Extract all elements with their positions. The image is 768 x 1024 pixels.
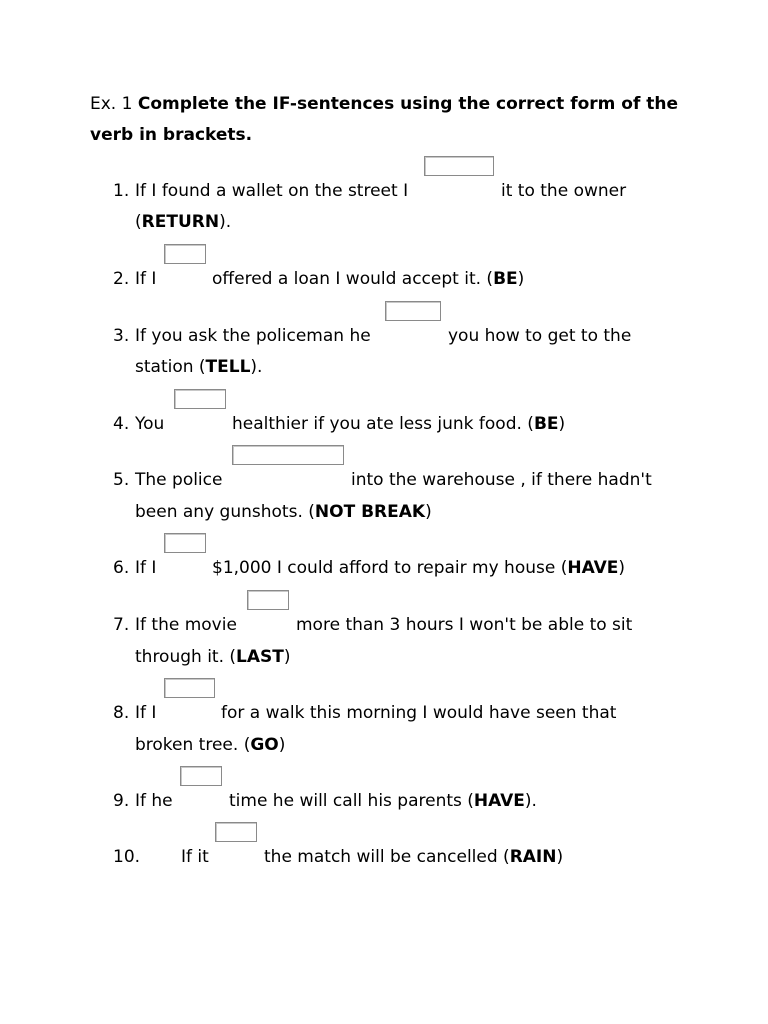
question-text-before: If I bbox=[135, 558, 157, 578]
verb-hint: BE bbox=[533, 414, 559, 434]
verb-hint: HAVE bbox=[473, 791, 525, 811]
question-text-before: If the movie bbox=[135, 615, 237, 635]
question-text-after: into the warehouse , if there hadn't bbox=[351, 470, 652, 490]
exercise-heading bbox=[90, 89, 690, 151]
question-text-after: you how to get to the bbox=[448, 326, 632, 346]
question-text-after: $1,000 I could afford to repair my house (HAVE) bbox=[212, 558, 625, 578]
answer-input[interactable] bbox=[164, 533, 206, 553]
question-text-after: offered a loan I would accept it. (BE) bbox=[212, 269, 525, 289]
verb-hint: LAST bbox=[236, 647, 284, 667]
question-number: 7. bbox=[113, 615, 130, 635]
answer-input[interactable] bbox=[385, 301, 441, 321]
question-text-before: If I found a wallet on the street I bbox=[135, 181, 409, 201]
answer-input[interactable] bbox=[424, 156, 494, 176]
answer-input[interactable] bbox=[174, 389, 226, 409]
verb-hint: HAVE bbox=[567, 558, 619, 578]
verb-hint: RAIN bbox=[509, 847, 557, 867]
question-text-after: for a walk this morning I would have seen that bbox=[221, 703, 617, 723]
question-text-before: If I bbox=[135, 269, 157, 289]
question-number: 8. bbox=[113, 703, 130, 723]
question-text-after: the match will be cancelled (RAIN) bbox=[264, 847, 564, 867]
answer-input[interactable] bbox=[164, 678, 215, 698]
question-number: 4. bbox=[113, 414, 130, 434]
verb-hint: GO bbox=[250, 735, 279, 755]
question-number: 2. bbox=[113, 269, 130, 289]
answer-input[interactable] bbox=[164, 244, 206, 264]
question-text-continued: (RETURN). bbox=[135, 212, 232, 232]
answer-input[interactable] bbox=[180, 766, 222, 786]
answer-input[interactable] bbox=[247, 590, 289, 610]
question-text-before: If you ask the policeman he bbox=[135, 326, 371, 346]
question-text-before: If I bbox=[135, 703, 157, 723]
verb-hint: TELL bbox=[205, 357, 251, 377]
question-text-before: The police bbox=[135, 470, 223, 490]
question-text-after: time he will call his parents (HAVE). bbox=[229, 791, 537, 811]
question-number: 6. bbox=[113, 558, 130, 578]
question-text-continued: station (TELL). bbox=[135, 357, 263, 377]
answer-input[interactable] bbox=[215, 822, 257, 842]
question-text-before: If he bbox=[135, 791, 173, 811]
question-text-after: more than 3 hours I won't be able to sit bbox=[296, 615, 633, 635]
question-text-continued: been any gunshots. (NOT BREAK) bbox=[135, 502, 432, 522]
question-text-after: it to the owner bbox=[501, 181, 627, 201]
question-text-before: If it bbox=[181, 847, 209, 867]
question-text-continued: broken tree. (GO) bbox=[135, 735, 286, 755]
question-number: 1. bbox=[113, 181, 130, 201]
exercise-label: Ex. 1 bbox=[90, 94, 133, 114]
question-text-continued: through it. (LAST) bbox=[135, 647, 291, 667]
answer-input[interactable] bbox=[232, 445, 344, 465]
exercise-instruction: Complete the IF-sentences using the correct form of the verb in brackets. bbox=[90, 94, 679, 145]
question-text-after: healthier if you ate less junk food. (BE) bbox=[232, 414, 566, 434]
question-number: 5. bbox=[113, 470, 130, 490]
verb-hint: RETURN bbox=[141, 212, 220, 232]
question-text-before: You bbox=[135, 414, 165, 434]
question-number: 9. bbox=[113, 791, 130, 811]
verb-hint: BE bbox=[493, 269, 518, 289]
question-number: 3. bbox=[113, 326, 130, 346]
question-number: 10. bbox=[113, 847, 141, 867]
verb-hint: NOT BREAK bbox=[314, 502, 426, 522]
